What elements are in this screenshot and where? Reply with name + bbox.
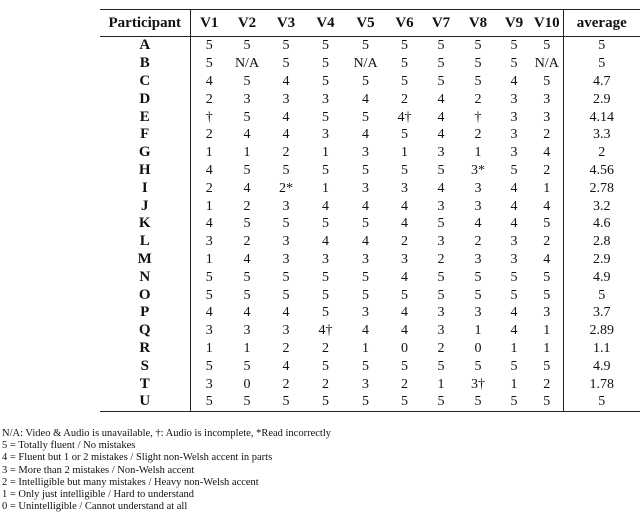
column-header-v4: V4 [306, 10, 345, 37]
table-row [100, 55, 640, 73]
score-cell: 2 [401, 91, 408, 107]
score-cell: 4 [474, 216, 482, 232]
score-cell: 2 [401, 376, 408, 392]
score-cell: 5 [243, 162, 251, 178]
score-cell: † [190, 108, 228, 126]
score-cell: 5 [190, 357, 228, 375]
score-cell: 4 [437, 180, 445, 196]
score-cell: 3 [437, 323, 445, 339]
score-cell: 3 [510, 234, 518, 250]
score-cell: 5 [322, 73, 329, 89]
score-cell: 5 [322, 162, 329, 178]
average-cell: 2.78 [563, 179, 640, 197]
score-cell: 3 [243, 91, 251, 107]
score-cell: 5 [322, 358, 329, 374]
score-cell: 4 [510, 323, 518, 339]
score-cell: N/A [234, 56, 260, 72]
score-cell: 1 [190, 251, 228, 269]
score-cell: 2 [322, 340, 329, 356]
participant-label: F [140, 126, 150, 143]
legend-line: 1 = Only just intelligible / Hard to understand [2, 489, 194, 501]
score-cell: 1 [474, 145, 482, 161]
score-cell: 5 [190, 37, 228, 55]
score-cell: 3 [543, 91, 551, 107]
score-cell: 5 [401, 287, 408, 303]
column-header-v6: V6 [386, 10, 423, 37]
score-cell: 2 [474, 234, 482, 250]
average-cell: 2.9 [563, 90, 640, 108]
score-cell: 1 [243, 340, 251, 356]
score-cell: 1 [474, 323, 482, 339]
score-cell: 5 [437, 73, 445, 89]
score-cell: 3 [282, 91, 290, 107]
score-cell: 4 [362, 198, 369, 214]
score-cell: 5 [243, 109, 251, 125]
score-cell: 3 [190, 322, 228, 340]
score-cell: 5 [543, 216, 551, 232]
score-cell: 5 [362, 287, 369, 303]
score-cell: 5 [401, 127, 408, 143]
score-cell: 5 [190, 393, 228, 411]
score-cell: 5 [243, 38, 251, 54]
average-cell: 1.78 [563, 375, 640, 393]
score-cell: 2 [543, 234, 551, 250]
score-cell: 4 [510, 305, 518, 321]
average-cell: 4.9 [563, 268, 640, 286]
score-cell: 4 [282, 305, 290, 321]
score-cell: 5 [282, 56, 290, 72]
score-cell: 3 [282, 234, 290, 250]
score-cell: 5 [543, 269, 551, 285]
table-row [100, 108, 640, 126]
table-row [100, 37, 640, 55]
score-cell: 1 [362, 340, 369, 356]
score-cell: 2 [401, 234, 408, 250]
table-row [100, 126, 640, 144]
participant-label: R [139, 339, 151, 356]
column-header-v8: V8 [459, 10, 497, 37]
average-cell: 3.7 [563, 304, 640, 322]
score-cell: 2 [243, 198, 251, 214]
score-cell: 2 [437, 340, 445, 356]
average-cell: 4.56 [563, 162, 640, 180]
column-header-average: average [563, 10, 640, 37]
score-cell: 3 [474, 305, 482, 321]
average-cell: 2.89 [563, 322, 640, 340]
table-row [100, 340, 640, 358]
score-cell: 5 [282, 394, 290, 410]
average-cell: 2.8 [563, 233, 640, 251]
score-cell: 5 [510, 56, 518, 72]
score-cell: 5 [282, 162, 290, 178]
score-cell: 5 [437, 56, 445, 72]
table-row [100, 304, 640, 322]
score-cell: 5 [401, 73, 408, 89]
score-cell: 5 [437, 162, 445, 178]
score-cell: 2 [322, 376, 329, 392]
score-cell: 5 [474, 394, 482, 410]
legend-line: 5 = Totally fluent / No mistakes [2, 440, 136, 452]
score-cell: 5 [243, 269, 251, 285]
score-cell: 3 [510, 109, 518, 125]
score-cell: 5 [510, 38, 518, 54]
score-cell: 4 [401, 198, 408, 214]
score-cell: 5 [282, 216, 290, 232]
score-cell: 5 [543, 38, 551, 54]
score-cell: N/A [534, 56, 559, 72]
score-cell: 5 [362, 162, 369, 178]
score-cell: 4 [190, 215, 228, 233]
score-cell: 2 [282, 340, 290, 356]
score-cell: 5 [510, 269, 518, 285]
score-cell: 5 [362, 73, 369, 89]
score-cell: 5 [362, 109, 369, 125]
score-cell: 3 [474, 251, 482, 267]
score-cell: 5 [362, 269, 369, 285]
average-cell: 5 [563, 37, 640, 55]
score-cell: 4 [362, 127, 369, 143]
score-cell: 2 [474, 127, 482, 143]
score-cell: 3 [474, 180, 482, 196]
average-cell: 1.1 [563, 340, 640, 358]
score-cell: 4 [437, 91, 445, 107]
score-cell: 5 [243, 216, 251, 232]
score-cell: 5 [510, 394, 518, 410]
participant-label: U [139, 393, 151, 410]
score-cell: 1 [543, 340, 551, 356]
score-cell: 4 [322, 198, 329, 214]
score-cell: 1 [543, 180, 551, 196]
score-cell: 1 [190, 340, 228, 358]
score-cell: 5 [243, 73, 251, 89]
score-cell: 5 [474, 73, 482, 89]
score-cell: 4 [543, 251, 551, 267]
table-row [100, 375, 640, 393]
score-cell: 1 [510, 376, 518, 392]
score-cell: 5 [282, 269, 290, 285]
score-cell: 5 [190, 55, 228, 73]
table-row [100, 233, 640, 251]
score-cell: 5 [510, 358, 518, 374]
score-cell: 4 [362, 234, 369, 250]
score-cell: 4 [243, 127, 251, 143]
score-cell: 3 [362, 305, 369, 321]
score-cell: 0 [243, 376, 251, 392]
score-cell: 5 [510, 162, 518, 178]
score-cell: 3 [474, 198, 482, 214]
score-cell: 5 [543, 73, 551, 89]
participant-label: P [140, 304, 150, 321]
score-cell: 5 [437, 358, 445, 374]
score-cell: 2 [282, 376, 290, 392]
participant-label: S [140, 357, 149, 374]
score-cell: 5 [282, 38, 290, 54]
score-cell: 5 [437, 394, 445, 410]
participant-label: C [139, 72, 151, 89]
score-cell: N/A [353, 56, 378, 72]
score-cell: 5 [243, 358, 251, 374]
score-cell: 2 [543, 162, 551, 178]
participant-label: N [139, 268, 151, 285]
score-cell: 2 [543, 376, 551, 392]
table-row [100, 251, 640, 269]
score-cell: 3 [282, 323, 290, 339]
header-row [100, 10, 640, 37]
participant-label: O [138, 286, 151, 303]
score-cell: 5 [510, 287, 518, 303]
score-cell: 3 [282, 198, 290, 214]
table-row [100, 73, 640, 91]
score-cell: 4† [397, 109, 412, 125]
score-cell: 4 [243, 251, 251, 267]
participant-label: T [139, 375, 150, 392]
score-cell: 4 [510, 198, 518, 214]
score-cell: 4 [401, 269, 408, 285]
score-cell: 4 [362, 323, 369, 339]
score-cell: 2* [279, 180, 293, 196]
average-cell: 4.14 [563, 108, 640, 126]
score-cell: 1 [243, 145, 251, 161]
score-cell: 5 [543, 358, 551, 374]
table-row [100, 268, 640, 286]
score-cell: 5 [322, 109, 329, 125]
score-cell: 4 [401, 305, 408, 321]
column-header-participant: Participant [100, 10, 190, 37]
score-cell: 4† [318, 323, 333, 339]
score-cell: 4 [510, 73, 518, 89]
score-cell: 5 [322, 287, 329, 303]
score-cell: 4 [243, 305, 251, 321]
score-cell: 4 [510, 180, 518, 196]
score-cell: 3 [190, 375, 228, 393]
score-cell: † [474, 109, 482, 125]
score-cell: 3 [362, 145, 369, 161]
participant-label: J [141, 197, 149, 214]
table-row [100, 162, 640, 180]
legend-line: 0 = Unintelligible / Cannot understand at all [2, 501, 188, 513]
legend [2, 428, 331, 513]
score-cell: 5 [474, 38, 482, 54]
score-cell: 4 [362, 91, 369, 107]
score-cell: 4 [190, 162, 228, 180]
legend-line: 4 = Fluent but 1 or 2 mistakes / Slight non-Welsh accent in parts [2, 452, 273, 464]
score-cell: 5 [543, 394, 551, 410]
legend-line: 3 = More than 2 mistakes / Non-Welsh accent [2, 464, 195, 476]
score-cell: 3* [471, 162, 485, 178]
average-cell: 5 [563, 55, 640, 73]
participant-label: I [141, 179, 148, 196]
column-header-v5: V5 [345, 10, 386, 37]
score-cell: 5 [401, 162, 408, 178]
score-cell: 4 [437, 109, 445, 125]
score-cell: 5 [322, 216, 329, 232]
score-cell: 5 [401, 394, 408, 410]
score-cell: 4 [190, 304, 228, 322]
score-cell: 1 [322, 145, 329, 161]
score-cell: 5 [401, 56, 408, 72]
score-cell: 4 [543, 145, 551, 161]
score-cell: 3 [322, 127, 329, 143]
score-cell: 5 [322, 269, 329, 285]
table-row [100, 393, 640, 411]
score-cell: 5 [322, 56, 329, 72]
score-cell: 5 [543, 287, 551, 303]
score-cell: 4 [401, 323, 408, 339]
score-cell: 5 [362, 358, 369, 374]
score-cell: 4 [401, 216, 408, 232]
score-cell: 4 [282, 109, 290, 125]
participant-label: H [138, 161, 151, 178]
table-row [100, 357, 640, 375]
score-cell: 2 [243, 234, 251, 250]
score-cell: 3 [437, 198, 445, 214]
average-cell: 5 [563, 286, 640, 304]
score-cell: 3 [362, 376, 369, 392]
score-cell: 5 [190, 268, 228, 286]
score-cell: 3 [543, 109, 551, 125]
column-header-v7: V7 [423, 10, 459, 37]
fluency-table [100, 9, 640, 412]
average-cell: 5 [563, 393, 640, 411]
participant-label: Q [138, 322, 151, 339]
table-row [100, 179, 640, 197]
average-cell: 2.9 [563, 251, 640, 269]
score-cell: 5 [437, 287, 445, 303]
score-cell: 3 [437, 305, 445, 321]
score-cell: 5 [190, 286, 228, 304]
score-cell: 3 [510, 251, 518, 267]
average-cell: 4.7 [563, 73, 640, 91]
score-cell: 5 [322, 305, 329, 321]
table-row [100, 144, 640, 162]
table-row [100, 322, 640, 340]
score-cell: 5 [437, 216, 445, 232]
score-cell: 4 [437, 127, 445, 143]
participant-label: E [139, 108, 150, 125]
score-cell: 5 [243, 394, 251, 410]
score-cell: 4 [510, 216, 518, 232]
score-cell: 0 [474, 340, 482, 356]
score-cell: 5 [474, 269, 482, 285]
score-cell: 3† [471, 376, 485, 392]
column-header-v1: V1 [190, 10, 228, 37]
score-cell: 4 [282, 127, 290, 143]
score-cell: 1 [190, 197, 228, 215]
score-cell: 3 [190, 233, 228, 251]
score-cell: 3 [510, 127, 518, 143]
score-cell: 5 [437, 38, 445, 54]
score-cell: 4 [322, 234, 329, 250]
participant-label: L [139, 233, 150, 250]
score-cell: 1 [510, 340, 518, 356]
column-header-v10: V10 [531, 10, 563, 37]
average-cell: 4.6 [563, 215, 640, 233]
score-cell: 5 [474, 358, 482, 374]
legend-line: N/A: Video & Audio is unavailable, †: Audio is incomplete, *Read incorrectly [2, 428, 331, 439]
score-cell: 2 [282, 145, 290, 161]
score-cell: 3 [543, 305, 551, 321]
legend-line: 2 = Intelligible but many mistakes / Heavy non-Welsh accent [2, 476, 259, 488]
average-cell: 3.3 [563, 126, 640, 144]
average-cell: 2 [563, 144, 640, 162]
score-cell: 5 [322, 394, 329, 410]
score-cell: 2 [190, 126, 228, 144]
score-cell: 5 [243, 287, 251, 303]
score-cell: 5 [474, 56, 482, 72]
score-cell: 1 [322, 180, 329, 196]
score-cell: 3 [510, 145, 518, 161]
score-cell: 1 [437, 376, 445, 392]
column-header-v2: V2 [228, 10, 266, 37]
score-cell: 3 [362, 180, 369, 196]
participant-label: D [139, 90, 151, 107]
score-cell: 5 [362, 394, 369, 410]
score-cell: 2 [190, 90, 228, 108]
score-cell: 4 [543, 198, 551, 214]
score-cell: 3 [437, 145, 445, 161]
score-cell: 4 [282, 73, 290, 89]
table-row [100, 197, 640, 215]
score-cell: 4 [282, 358, 290, 374]
table-row [100, 90, 640, 108]
score-cell: 3 [510, 91, 518, 107]
column-header-v3: V3 [266, 10, 306, 37]
score-cell: 3 [322, 251, 329, 267]
score-cell: 5 [282, 287, 290, 303]
score-cell: 4 [243, 180, 251, 196]
score-cell: 1 [401, 145, 408, 161]
participant-label: A [139, 37, 151, 54]
score-cell: 1 [190, 144, 228, 162]
score-cell: 4 [190, 73, 228, 91]
table-row [100, 215, 640, 233]
score-cell: 2 [437, 251, 445, 267]
average-cell: 4.9 [563, 357, 640, 375]
average-cell: 3.2 [563, 197, 640, 215]
score-cell: 2 [543, 127, 551, 143]
score-cell: 2 [474, 91, 482, 107]
participant-label: K [138, 215, 151, 232]
participant-label: M [137, 250, 152, 267]
score-cell: 5 [401, 38, 408, 54]
score-cell: 3 [401, 251, 408, 267]
participant-label: G [138, 144, 151, 161]
score-cell: 3 [362, 251, 369, 267]
score-cell: 1 [543, 323, 551, 339]
score-cell: 5 [401, 358, 408, 374]
score-cell: 3 [401, 180, 408, 196]
score-cell: 0 [401, 340, 408, 356]
participant-label: B [139, 55, 150, 72]
score-cell: 3 [322, 91, 329, 107]
score-cell: 5 [437, 269, 445, 285]
column-header-v9: V9 [497, 10, 531, 37]
score-cell: 3 [437, 234, 445, 250]
table-row [100, 286, 640, 304]
score-cell: 5 [362, 38, 369, 54]
score-cell: 2 [190, 179, 228, 197]
score-cell: 5 [322, 38, 329, 54]
score-cell: 3 [243, 323, 251, 339]
score-cell: 3 [282, 251, 290, 267]
score-cell: 5 [474, 287, 482, 303]
score-cell: 5 [362, 216, 369, 232]
